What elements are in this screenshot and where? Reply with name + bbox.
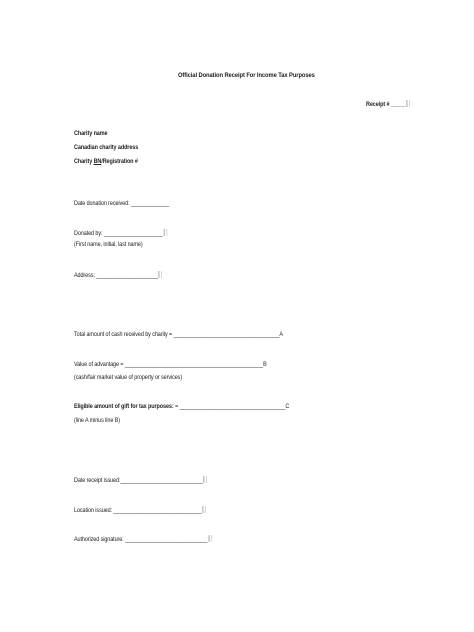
- date-issued-field[interactable]: [74, 476, 207, 485]
- donated-by-text: Donated by: ____________________: [74, 230, 163, 237]
- date-received-field[interactable]: Date donation received: _____________: [74, 200, 170, 207]
- text-cursor-icon: [208, 535, 212, 542]
- receipt-number-label: Receipt # _____: [366, 101, 406, 108]
- location-issued-field[interactable]: [74, 506, 206, 515]
- charity-address-label: Canadian charity address: [74, 144, 139, 151]
- text-cursor-icon: [406, 100, 410, 107]
- charity-registration-label: [74, 158, 138, 166]
- registration-bn: BN: [93, 158, 102, 165]
- eligible-amount-field[interactable]: [74, 403, 289, 411]
- receipt-number-field[interactable]: [366, 100, 410, 109]
- charity-name-label: Charity name: [74, 130, 108, 137]
- address-field[interactable]: [74, 271, 162, 280]
- eligible-amount-label: Eligible amount of gift for tax purposes:: [74, 403, 174, 410]
- eligible-note: (line A minus line B): [74, 417, 120, 424]
- advantage-note: (cash/fair market value of property or services): [74, 374, 183, 381]
- registration-prefix: Charity: [74, 158, 94, 165]
- text-cursor-icon: [159, 271, 163, 278]
- location-issued-text: Location issued: ______________________________: [74, 507, 202, 514]
- advantage-field[interactable]: Value of advantage = _______________________________________________B: [74, 361, 267, 368]
- donated-by-field[interactable]: [74, 229, 167, 238]
- signature-field[interactable]: [74, 535, 212, 544]
- text-cursor-icon: [164, 229, 168, 236]
- text-cursor-icon: [202, 506, 206, 513]
- document-title: Official Donation Receipt For Income Tax Purposes: [178, 72, 315, 79]
- cash-amount-field[interactable]: Total amount of cash received by charity = ____________________________________A: [74, 331, 283, 338]
- address-text: Address: _____________________: [74, 272, 158, 279]
- text-cursor-icon: [204, 476, 208, 483]
- signature-text: Authorized signature: ____________________________: [74, 536, 208, 543]
- donated-by-note: (First name, initial, last name): [74, 241, 143, 248]
- registration-suffix: /Registration #: [101, 158, 138, 165]
- date-issued-text: Date receipt issued:____________________________: [74, 477, 203, 484]
- eligible-amount-blank: = ____________________________________C: [173, 403, 290, 410]
